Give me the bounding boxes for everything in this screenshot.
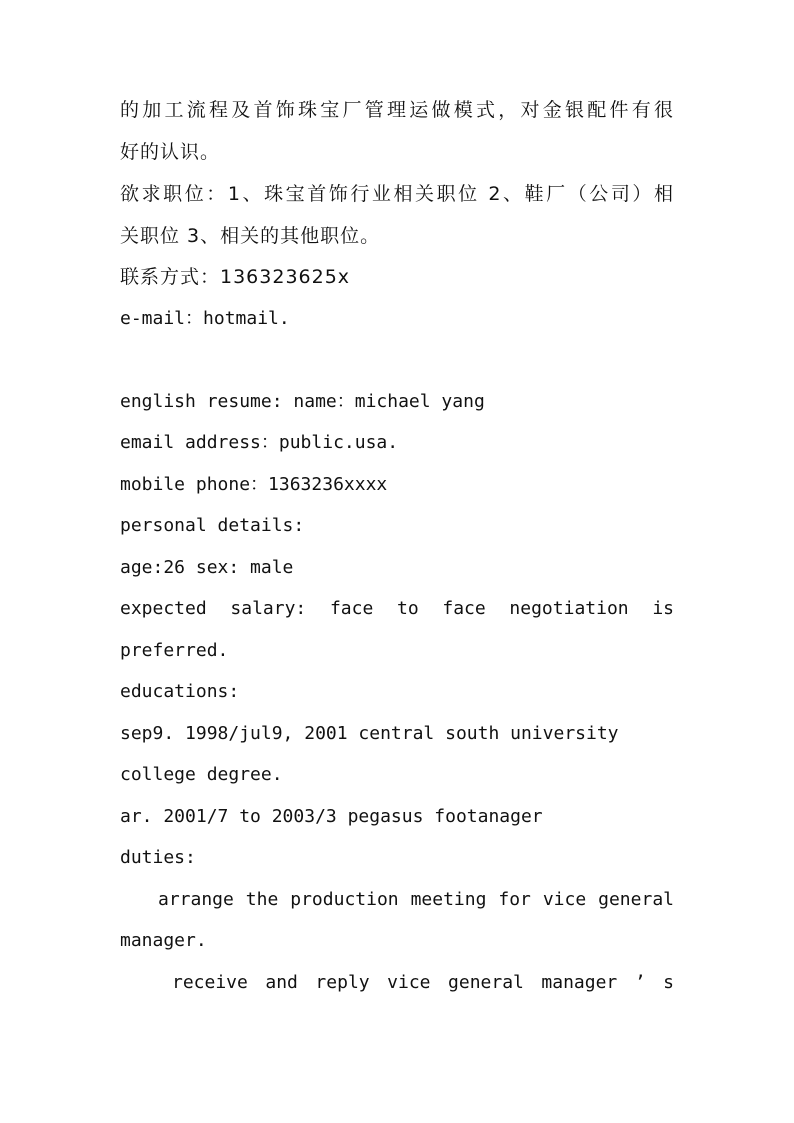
text-line: college degree. <box>120 764 283 785</box>
text-line: sep9. 1998/jul9, 2001 central south university <box>120 723 619 744</box>
text-line: 的加工流程及首饰珠宝厂管理运做模式，对金银配件有很 <box>120 99 674 121</box>
text-line: educations: <box>120 681 240 702</box>
text-line: arrange the production meeting for vice general <box>158 889 674 910</box>
text-line: expected salary: face to face negotiation is <box>120 598 674 619</box>
text-line: 联系方式：136323625x <box>120 266 351 288</box>
text-line: receive and reply vice general manager ’ s <box>172 972 674 993</box>
text-line: personal details: <box>120 515 305 536</box>
text-line: preferred. <box>120 640 229 661</box>
text-line: duties: <box>120 847 196 868</box>
text-line: 欲求职位：1、珠宝首饰行业相关职位 2、鞋厂（公司）相 <box>120 183 674 205</box>
text-line: age:26 sex: male <box>120 557 294 578</box>
text-line: manager. <box>120 930 207 951</box>
text-line: 关职位 3、相关的其他职位。 <box>120 225 381 247</box>
text-line: e-mail：hotmail. <box>120 308 290 329</box>
text-line: email address：public.usa. <box>120 432 399 453</box>
text-line: ar. 2001/7 to 2003/3 pegasus footanager <box>120 806 543 827</box>
text-line: 好的认识。 <box>120 141 221 163</box>
text-line: english resume: name：michael yang <box>120 391 485 412</box>
text-line: mobile phone：1363236xxxx <box>120 474 388 495</box>
